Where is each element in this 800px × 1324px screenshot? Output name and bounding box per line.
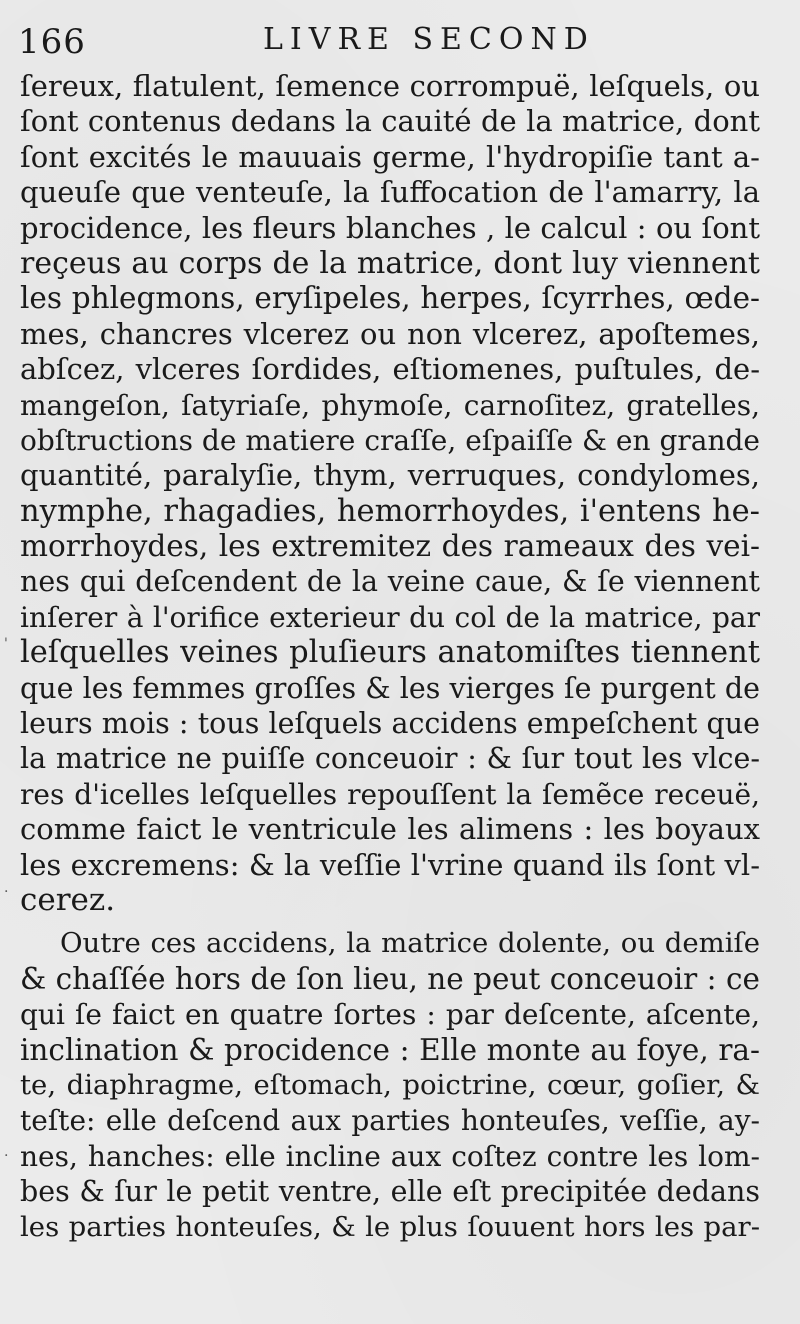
text-line: inclination & procidence : Elle monte au foye, ra- [20,1032,760,1067]
text-line: leurs mois : tous leſquels accidens empeſchent que [20,707,760,741]
text-line: te, diaphragme, eſtomach, poictrine, cœur, goſier, & [20,1068,760,1101]
text-line: ſont excités le mauuais germe, l'hydropiſie tant a- [20,139,760,174]
page-number: 166 [18,22,86,62]
text-line: nes qui deſcendent de la veine caue, & ſe viennent [20,565,760,599]
text-line: & chaſſée hors de ſon lieu, ne peut conceuoir : ce [20,961,760,996]
text-line: cerez. [20,881,116,918]
text-line: reçeus au corps de la matrice, dont luy viennent [20,245,760,281]
margin-mark: ' [4,636,8,652]
text-line: morrhoydes, les extremitez des rameaux des vei- [20,529,760,564]
text-line: que les femmes groſſes & les vierges ſe purgent de [20,671,760,705]
body-text [20,69,760,1245]
paragraph-2 [20,926,760,1245]
text-line: la matrice ne puiſſe conceuoir : & ſur tout les vlce- [20,742,760,776]
text-line: procidence, les fleurs blanches , le calcul : ou ſont [20,210,760,245]
text-line: teſte: elle deſcend aux parties honteuſes, veſſie, ay- [20,1104,760,1138]
text-line: leſquelles veines pluſieurs anatomiſtes tiennent [20,635,760,671]
text-line: inſerer à l'orifice exterieur du col de la matrice, par [20,600,760,634]
running-title: LIVRE SECOND [263,22,595,57]
text-line: les phlegmons, eryſipeles, herpes, ſcyrrhes, œde- [20,281,760,316]
text-line: nes, hanches: elle incline aux coſtez contre les lom- [20,1139,760,1173]
text-line: mangeſon, ſatyriaſe, phymoſe, carnoſitez, gratelles, [20,388,760,422]
text-line: ſereux, flatulent, ſemence corrompuë, leſquels, ou [20,69,760,103]
text-line: mes, chancres vlcerez ou non vlcerez, apoſtemes, [20,316,760,351]
running-head [18,18,782,66]
paragraph-1 [20,69,760,918]
text-line: obſtructions de matiere craſſe, eſpaiſſe & en grande [20,423,760,457]
text-line: les excremens: & la veſſie l'vrine quand ils ſont vl- [20,847,760,882]
text-line: qui ſe faict en quatre ſortes : par deſcente, aſcente, [20,998,760,1032]
margin-mark: . [4,1144,9,1160]
text-line: quantité, paralyſie, thym, verruques, condylomes, [20,458,760,493]
text-line: abſcez, vlceres ſordides, eſtiomenes, puſtules, de- [20,352,760,387]
margin-mark: . [4,880,9,896]
text-line: bes & ſur le petit ventre, elle eſt precipitée dedans [20,1175,760,1209]
paragraph-gap [20,918,760,926]
text-line: les parties honteuſes, & le plus ſouuent hors les par- [20,1210,760,1243]
text-line: nymphe, rhagadies, hemorrhoydes, i'entens he- [20,493,760,529]
text-line: comme faict le ventricule les alimens : les boyaux [20,812,760,847]
text-line: res d'icelles leſquelles repouſſent la ſemẽce receuë, [20,777,760,811]
text-line: Outre ces accidens, la matrice dolente, ou demiſe [60,927,760,960]
text-line: ſont contenus dedans la cauité de la matrice, dont [20,104,760,139]
text-line: queuſe que venteuſe, la ſuffocation de l'amarry, la [20,175,760,210]
